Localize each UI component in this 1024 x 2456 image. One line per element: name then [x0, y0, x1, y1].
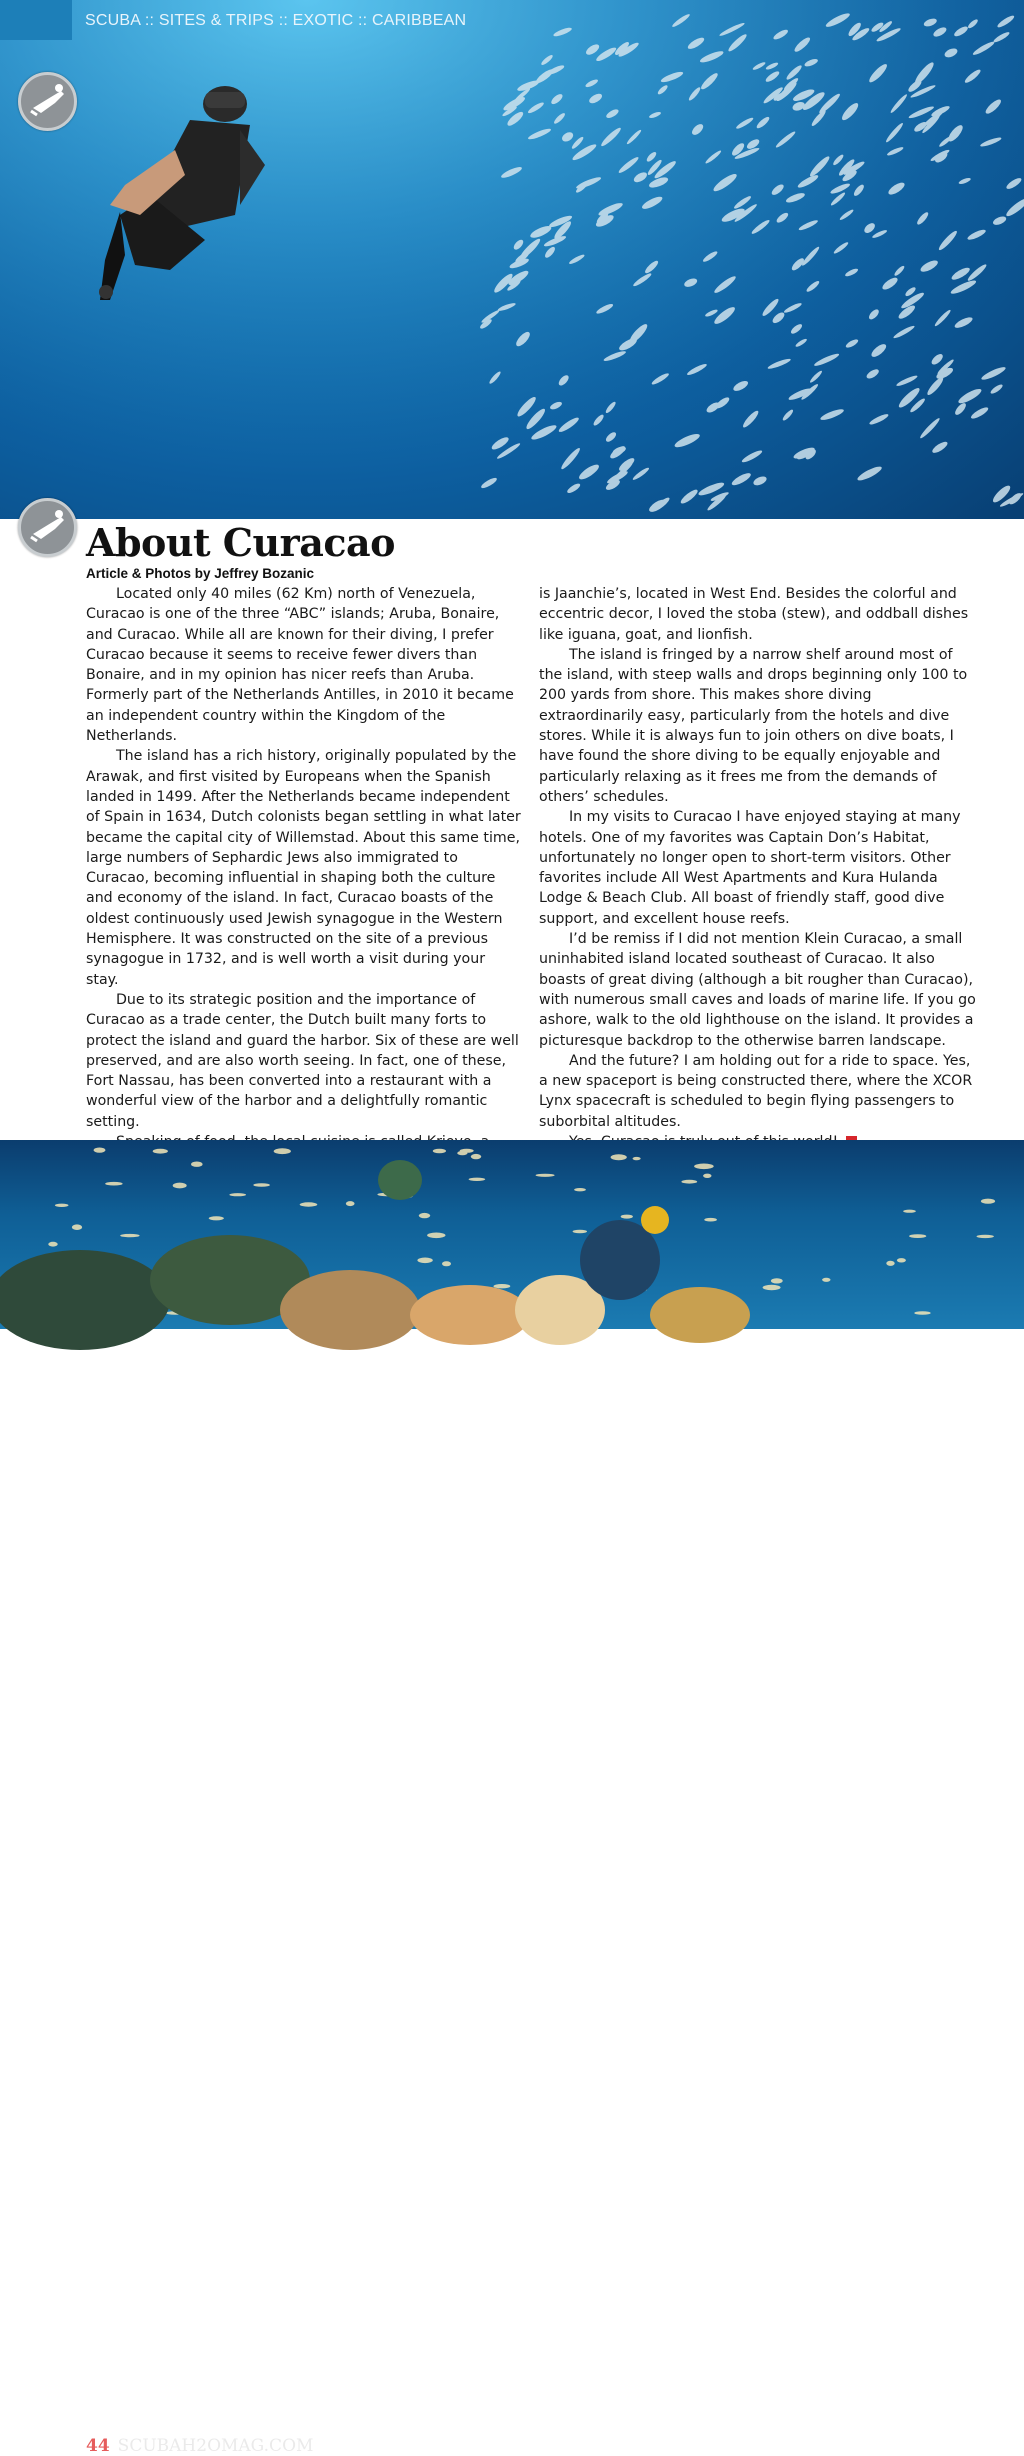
fish	[763, 1285, 781, 1290]
fish	[94, 1148, 106, 1153]
fish	[417, 1258, 432, 1264]
fish	[471, 1154, 481, 1159]
fish	[346, 1201, 355, 1206]
fish	[274, 1148, 291, 1154]
fish	[981, 1199, 995, 1204]
fish	[105, 1182, 122, 1186]
breadcrumb: SCUBA :: SITES & TRIPS :: EXOTIC :: CARIBBEAN	[85, 12, 467, 29]
fish	[611, 1154, 627, 1160]
fish	[229, 1193, 246, 1196]
diver-icon	[18, 498, 77, 557]
fish	[914, 1311, 930, 1315]
fish	[469, 1178, 486, 1181]
fish	[897, 1258, 906, 1262]
fish	[771, 1278, 783, 1283]
fish	[427, 1233, 445, 1239]
fish	[300, 1202, 318, 1206]
article-column-left	[86, 584, 522, 1193]
fish	[694, 1164, 714, 1170]
fish	[48, 1242, 57, 1247]
fish	[704, 1218, 717, 1222]
fish	[191, 1162, 203, 1167]
fish	[55, 1204, 69, 1207]
diver-icon	[18, 72, 77, 131]
paragraph: And the future? I am holding out for a ride to space. Yes, a new spaceport is being constructed there, where the XCOR Lynx spacecraft is scheduled to begin flying passengers to suborbital altitudes.	[539, 1052, 973, 1130]
fish	[494, 1284, 511, 1288]
fish	[120, 1234, 139, 1237]
page-footer	[86, 2436, 313, 2456]
fish	[419, 1213, 430, 1218]
fish	[253, 1183, 270, 1187]
paragraph: The island is fringed by a narrow shelf around most of the island, with steep walls and drops beginning only 100 to 200 yards from shore. This makes shore diving extraordinarily easy, particularly from the hotels and dive stores. While it is always fun to join others on dive boats, I have found the shore diving to be equally enjoyable and particularly relaxing as it frees me from the demands of others’ schedules.	[539, 646, 968, 805]
article-title: About Curacao	[86, 520, 395, 565]
reef-illustration	[0, 1140, 1024, 1329]
fish	[621, 1215, 633, 1219]
fish	[460, 1149, 474, 1153]
fish	[703, 1174, 711, 1178]
fish	[574, 1188, 586, 1191]
page-number: 44	[86, 2436, 110, 2456]
fish	[433, 1149, 446, 1154]
fish	[173, 1183, 187, 1189]
reef-photo	[0, 1140, 1024, 2456]
fish	[977, 1235, 994, 1238]
paragraph: I’d be remiss if I did not mention Klein Curacao, a small uninhabited island located southeast of Curacao. It also boasts of great diving (although a bit rougher than Curacao), with numerous small caves and loads of marine life. If you go ashore, walk to the old lighthouse on the island. It provides a picturesque backdrop to the otherwise barren landscape.	[539, 931, 976, 1049]
fish	[681, 1180, 697, 1184]
paragraph: The island has a rich history, originally populated by the Arawak, and first visited by Europeans when the Spanish landed in 1499. After the Netherlands became independent of Spain in 1634, Dutch colonists began settling in what later became the capital city of Willemstad. About this same time, large numbers of Sephardic Jews also immigrated to Curacao, becoming influential in shaping both the culture and economy of the island. In fact, Curacao boasts of the oldest continuously used Jewish synagogue in the Western Hemisphere. It was constructed on the site of a previous synagogue in 1732, and is well worth a visit during your stay.	[86, 748, 521, 988]
paragraph: Due to its strategic position and the importance of Curacao as a trade center, the Dutch built many forts to protect the island and guard the harbor. Six of these are well preserved, and are also worth seeing. In fact, one of these, Fort Nassau, has been converted into a restaurant with a wonderful view of the harbor and a delightfully romantic setting.	[86, 991, 519, 1130]
fish	[573, 1230, 587, 1233]
paragraph: Located only 40 miles (62 Km) north of Venezuela, Curacao is one of the three “ABC” islands; Aruba, Bonaire, and Curacao. While all are known for their diving, I prefer Curacao because it seems to receive fewer divers than Bonaire, and in my opinion has nicer reefs than Aruba. Formerly part of the Netherlands Antilles, in 2010 it became an independent country within the Kingdom of the Netherlands.	[86, 586, 514, 745]
header-tab	[0, 0, 72, 40]
paragraph: In my visits to Curacao I have enjoyed staying at many hotels. One of my favorites was Captain Don’s Habitat, unfortunately no longer open to short-term visitors. Other favorites include All West Apartments and Kura Hulanda Lodge & Beach Club. All boast of friendly staff, good dive support, and excellent house reefs.	[539, 809, 961, 927]
fish	[153, 1149, 168, 1154]
fish	[442, 1261, 451, 1266]
paragraph: is Jaanchie’s, located in West End. Besides the colorful and eccentric decor, I loved the stoba (stew), and oddball dishes like iguana, goat, and lionfish.	[539, 586, 969, 643]
fish	[536, 1174, 555, 1177]
fish	[633, 1157, 641, 1160]
fish	[886, 1261, 894, 1266]
hero-illustration	[0, 0, 1024, 519]
fish	[822, 1278, 830, 1282]
article-byline: Article & Photos by Jeffrey Bozanic	[86, 566, 315, 581]
article-column-right	[539, 584, 979, 1152]
fish	[903, 1210, 916, 1213]
coral	[0, 1160, 750, 1350]
fish	[209, 1216, 224, 1220]
fish	[72, 1224, 82, 1230]
fish	[909, 1234, 926, 1238]
hero-photo	[0, 0, 1024, 519]
site-name: SCUBAH2OMAG.COM	[117, 2436, 314, 2456]
